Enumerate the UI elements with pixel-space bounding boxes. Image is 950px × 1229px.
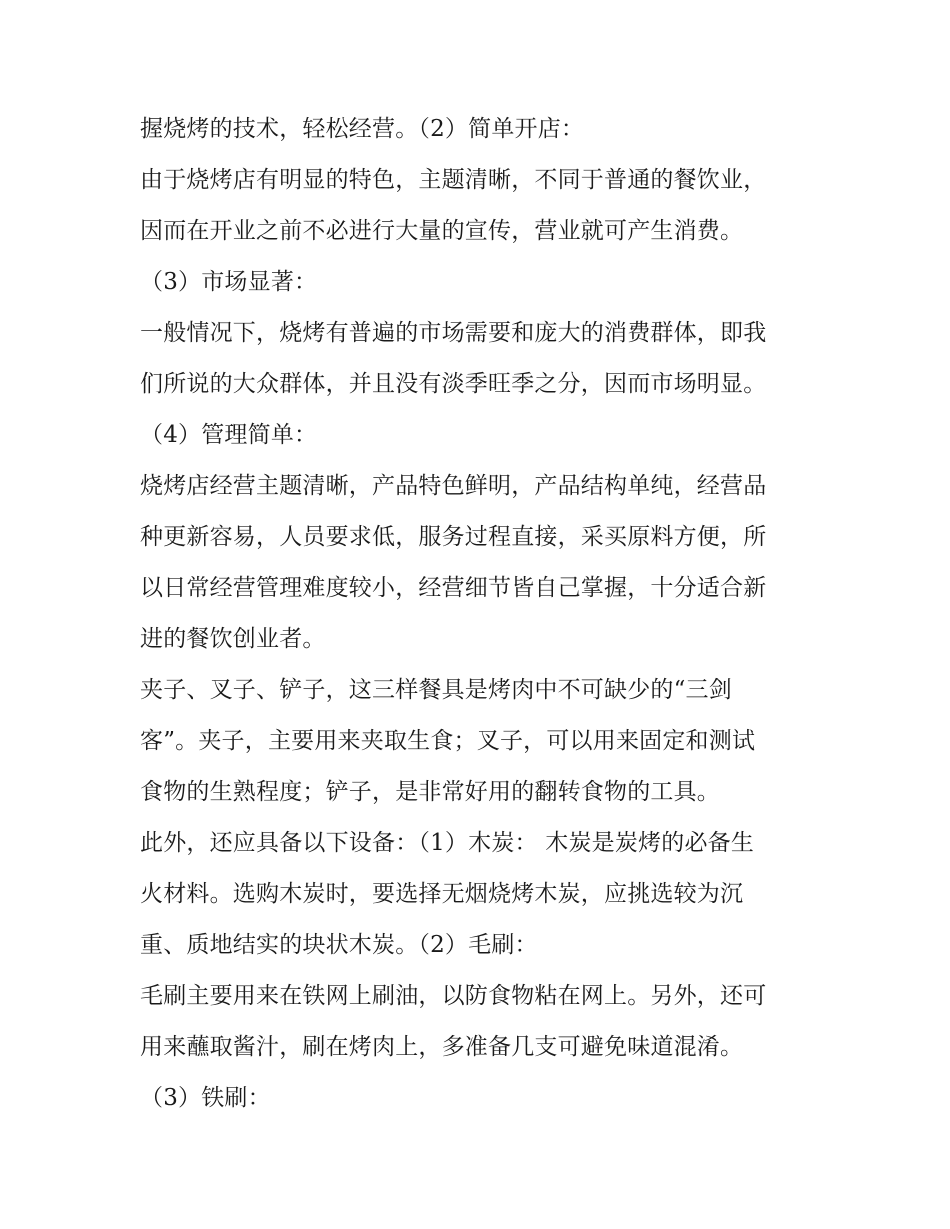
text-line: 毛刷主要用来在铁网上刷油，以防食物粘在网上。另外，还可 <box>140 983 767 1009</box>
text-line: 由于烧烤店有明显的特色，主题清晰，不同于普通的餐饮业， <box>140 167 767 193</box>
text-line: 此外，还应具备以下设备：（1）木炭： 木炭是炭烤的必备生 <box>140 830 755 856</box>
text-line: 用来蘸取酱汁，刷在烤肉上，多准备几支可避免味道混淆。 <box>140 1034 744 1060</box>
text-line: 食物的生熟程度；铲子，是非常好用的翻转食物的工具。 <box>140 779 720 805</box>
text-line: （3）铁刷： <box>140 1085 271 1111</box>
text-line: 夹子、叉子、铲子，这三样餐具是烤肉中不可缺少的“三剑 <box>140 677 732 703</box>
text-line: 因而在开业之前不必进行大量的宣传，营业就可产生消费。 <box>140 218 744 244</box>
text-line: 客”。夹子，主要用来夹取生食；叉子，可以用来固定和测试 <box>140 728 756 754</box>
text-line: 们所说的大众群体，并且没有淡季旺季之分，因而市场明显。 <box>140 371 767 397</box>
text-line: 以日常经营管理难度较小，经营细节皆自己掌握，十分适合新 <box>140 575 767 601</box>
text-line: 火材料。选购木炭时，要选择无烟烧烤木炭，应挑选较为沉 <box>140 881 744 907</box>
text-line: 握烧烤的技术，轻松经营。（2）简单开店： <box>140 116 585 142</box>
text-line: （4）管理简单： <box>140 422 318 448</box>
text-line: 一般情况下，烧烤有普遍的市场需要和庞大的消费群体，即我 <box>140 320 767 346</box>
text-line: 种更新容易，人员要求低，服务过程直接，采买原料方便，所 <box>140 524 767 550</box>
text-line: 烧烤店经营主题清晰，产品特色鲜明，产品结构单纯，经营品 <box>140 473 767 499</box>
text-line: 重、质地结实的块状木炭。（2）毛刷： <box>140 932 538 958</box>
text-line: 进的餐饮创业者。 <box>140 626 326 652</box>
text-line: （3）市场显著： <box>140 269 318 295</box>
document-body <box>140 104 820 1124</box>
